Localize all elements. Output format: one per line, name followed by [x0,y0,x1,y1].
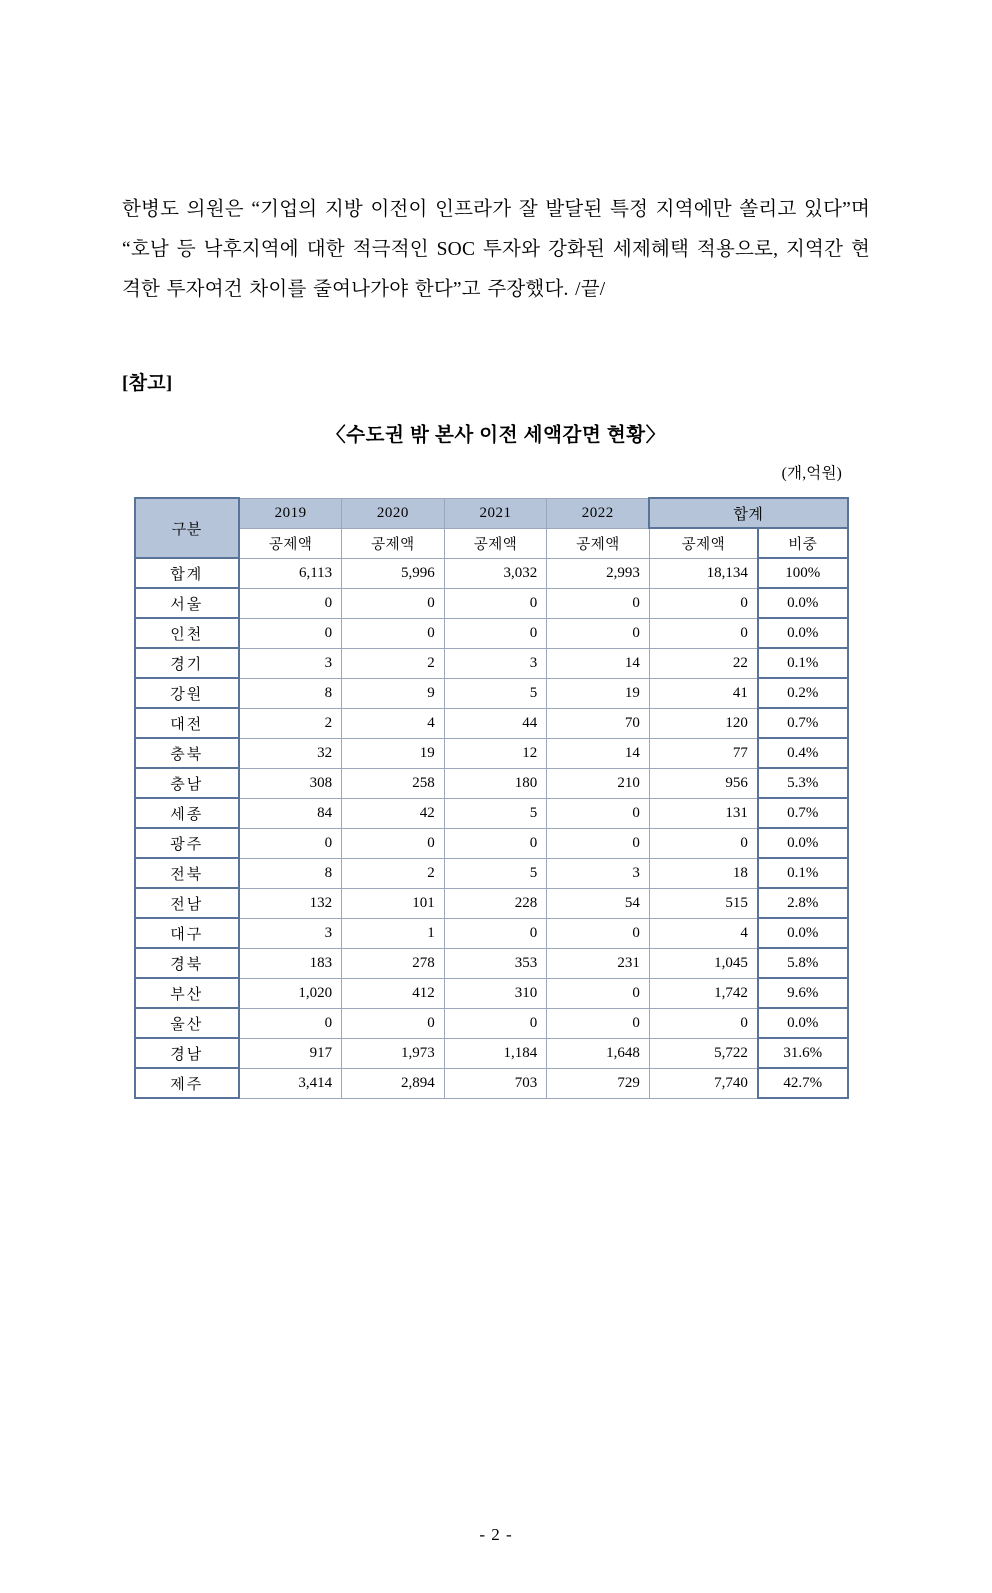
cell-share: 0.7% [758,708,848,738]
cell-2022: 0 [547,978,650,1008]
cell-2022: 54 [547,888,650,918]
cell-2020: 1,973 [342,1038,445,1068]
cell-total: 131 [649,798,758,828]
cell-share: 9.6% [758,978,848,1008]
cell-2022: 14 [547,738,650,768]
cell-2020: 5,996 [342,558,445,588]
cell-2021: 180 [444,768,547,798]
cell-2019: 8 [239,858,342,888]
table-row [135,648,848,678]
cell-2020: 2 [342,648,445,678]
table-row [135,738,848,768]
cell-2021: 0 [444,1008,547,1038]
subheader-deduction-2022: 공제액 [547,528,650,558]
row-label: 충남 [135,768,240,798]
cell-share: 42.7% [758,1068,848,1098]
cell-2019: 183 [239,948,342,978]
table-row [135,918,848,948]
cell-2021: 228 [444,888,547,918]
table-header-row-groups [135,498,848,528]
header-year-2021: 2021 [444,498,547,528]
cell-2019: 0 [239,828,342,858]
cell-2020: 4 [342,708,445,738]
cell-2020: 412 [342,978,445,1008]
cell-share: 0.0% [758,1008,848,1038]
cell-2022: 0 [547,618,650,648]
cell-2020: 0 [342,1008,445,1038]
cell-2022: 231 [547,948,650,978]
cell-2022: 0 [547,588,650,618]
row-label: 강원 [135,678,240,708]
cell-2022: 729 [547,1068,650,1098]
cell-share: 5.8% [758,948,848,978]
table-subheader-row [135,528,848,558]
cell-share: 31.6% [758,1038,848,1068]
cell-2022: 3 [547,858,650,888]
cell-2020: 0 [342,618,445,648]
cell-2021: 5 [444,858,547,888]
cell-share: 0.0% [758,918,848,948]
cell-2021: 353 [444,948,547,978]
cell-2022: 14 [547,648,650,678]
row-label: 충북 [135,738,240,768]
table-container [122,497,870,1099]
row-label: 합계 [135,558,240,588]
reference-label: [참고] [122,373,173,394]
row-label: 제주 [135,1068,240,1098]
tax-reduction-table [134,497,849,1099]
cell-2020: 9 [342,678,445,708]
cell-share: 0.7% [758,798,848,828]
cell-2022: 210 [547,768,650,798]
cell-total: 18 [649,858,758,888]
table-row [135,678,848,708]
header-category: 구분 [135,498,240,558]
cell-2020: 42 [342,798,445,828]
cell-2021: 0 [444,828,547,858]
subheader-deduction-total: 공제액 [649,528,758,558]
unit-note: (개,억원) [781,465,842,482]
cell-total: 0 [649,618,758,648]
table-row [135,828,848,858]
cell-total: 120 [649,708,758,738]
cell-total: 22 [649,648,758,678]
cell-2019: 3,414 [239,1068,342,1098]
table-row [135,618,848,648]
row-label: 광주 [135,828,240,858]
cell-2021: 5 [444,798,547,828]
cell-share: 100% [758,558,848,588]
cell-2020: 19 [342,738,445,768]
cell-2021: 703 [444,1068,547,1098]
cell-2022: 70 [547,708,650,738]
cell-2022: 0 [547,828,650,858]
cell-2022: 0 [547,918,650,948]
header-year-2020: 2020 [342,498,445,528]
cell-2019: 8 [239,678,342,708]
cell-total: 1,742 [649,978,758,1008]
cell-share: 0.4% [758,738,848,768]
table-body [135,558,848,1098]
table-title: 〈수도권 밖 본사 이전 세액감면 현황〉 [326,425,666,446]
cell-2019: 0 [239,588,342,618]
cell-2020: 1 [342,918,445,948]
cell-2022: 0 [547,798,650,828]
row-label: 경북 [135,948,240,978]
cell-total: 77 [649,738,758,768]
table-row [135,978,848,1008]
table-row [135,1038,848,1068]
cell-share: 0.0% [758,588,848,618]
cell-share: 0.1% [758,858,848,888]
header-total-group: 합계 [649,498,847,528]
cell-total: 0 [649,1008,758,1038]
cell-2021: 310 [444,978,547,1008]
cell-2019: 84 [239,798,342,828]
cell-total: 41 [649,678,758,708]
cell-2019: 2 [239,708,342,738]
table-row [135,858,848,888]
cell-total: 956 [649,768,758,798]
cell-share: 0.1% [758,648,848,678]
cell-2020: 278 [342,948,445,978]
cell-2019: 917 [239,1038,342,1068]
page-number: - 2 - [479,1525,513,1544]
cell-2021: 12 [444,738,547,768]
row-label: 서울 [135,588,240,618]
cell-share: 0.0% [758,618,848,648]
row-label: 전북 [135,858,240,888]
cell-2022: 0 [547,1008,650,1038]
row-label: 대전 [135,708,240,738]
subheader-share: 비중 [758,528,848,558]
row-label: 전남 [135,888,240,918]
row-label: 부산 [135,978,240,1008]
row-label: 경남 [135,1038,240,1068]
cell-2019: 308 [239,768,342,798]
cell-total: 5,722 [649,1038,758,1068]
table-row [135,768,848,798]
cell-total: 4 [649,918,758,948]
cell-2022: 1,648 [547,1038,650,1068]
cell-total: 515 [649,888,758,918]
cell-total: 18,134 [649,558,758,588]
table-row [135,1068,848,1098]
cell-2019: 0 [239,618,342,648]
cell-2021: 3 [444,648,547,678]
cell-2019: 1,020 [239,978,342,1008]
table-row [135,888,848,918]
cell-share: 0.0% [758,828,848,858]
table-row [135,948,848,978]
table-head [135,498,848,558]
table-row [135,708,848,738]
subheader-deduction-2021: 공제액 [444,528,547,558]
cell-2020: 258 [342,768,445,798]
header-year-2019: 2019 [239,498,342,528]
subheader-deduction-2019: 공제액 [239,528,342,558]
cell-2021: 44 [444,708,547,738]
cell-total: 1,045 [649,948,758,978]
cell-share: 0.2% [758,678,848,708]
cell-2021: 0 [444,918,547,948]
cell-2020: 2,894 [342,1068,445,1098]
row-label: 울산 [135,1008,240,1038]
cell-2019: 3 [239,648,342,678]
cell-2019: 3 [239,918,342,948]
cell-2021: 3,032 [444,558,547,588]
row-label: 세종 [135,798,240,828]
cell-2021: 0 [444,588,547,618]
table-row [135,558,848,588]
cell-share: 5.3% [758,768,848,798]
table-row [135,798,848,828]
cell-2022: 2,993 [547,558,650,588]
cell-total: 0 [649,588,758,618]
cell-2019: 6,113 [239,558,342,588]
cell-2020: 0 [342,588,445,618]
body-paragraph: 한병도 의원은 “기업의 지방 이전이 인프라가 잘 발달된 특정 지역에만 쏠리고 있다”며 “호남 등 낙후지역에 대한 적극적인 SOC 투자와 강화된 세제혜택 적용으로, 지역간 현격한 투자여건 차이를 줄여나가야 한다”고 주장했다. /끝/ [122,199,870,300]
document-page [0,190,992,1593]
subheader-deduction-2020: 공제액 [342,528,445,558]
cell-2020: 0 [342,828,445,858]
cell-share: 2.8% [758,888,848,918]
cell-2020: 101 [342,888,445,918]
cell-total: 7,740 [649,1068,758,1098]
cell-2020: 2 [342,858,445,888]
cell-2021: 5 [444,678,547,708]
table-row [135,1008,848,1038]
table-row [135,588,848,618]
cell-2021: 1,184 [444,1038,547,1068]
cell-total: 0 [649,828,758,858]
header-year-2022: 2022 [547,498,650,528]
cell-2019: 32 [239,738,342,768]
cell-2019: 132 [239,888,342,918]
row-label: 인천 [135,618,240,648]
row-label: 경기 [135,648,240,678]
cell-2019: 0 [239,1008,342,1038]
cell-2021: 0 [444,618,547,648]
cell-2022: 19 [547,678,650,708]
row-label: 대구 [135,918,240,948]
